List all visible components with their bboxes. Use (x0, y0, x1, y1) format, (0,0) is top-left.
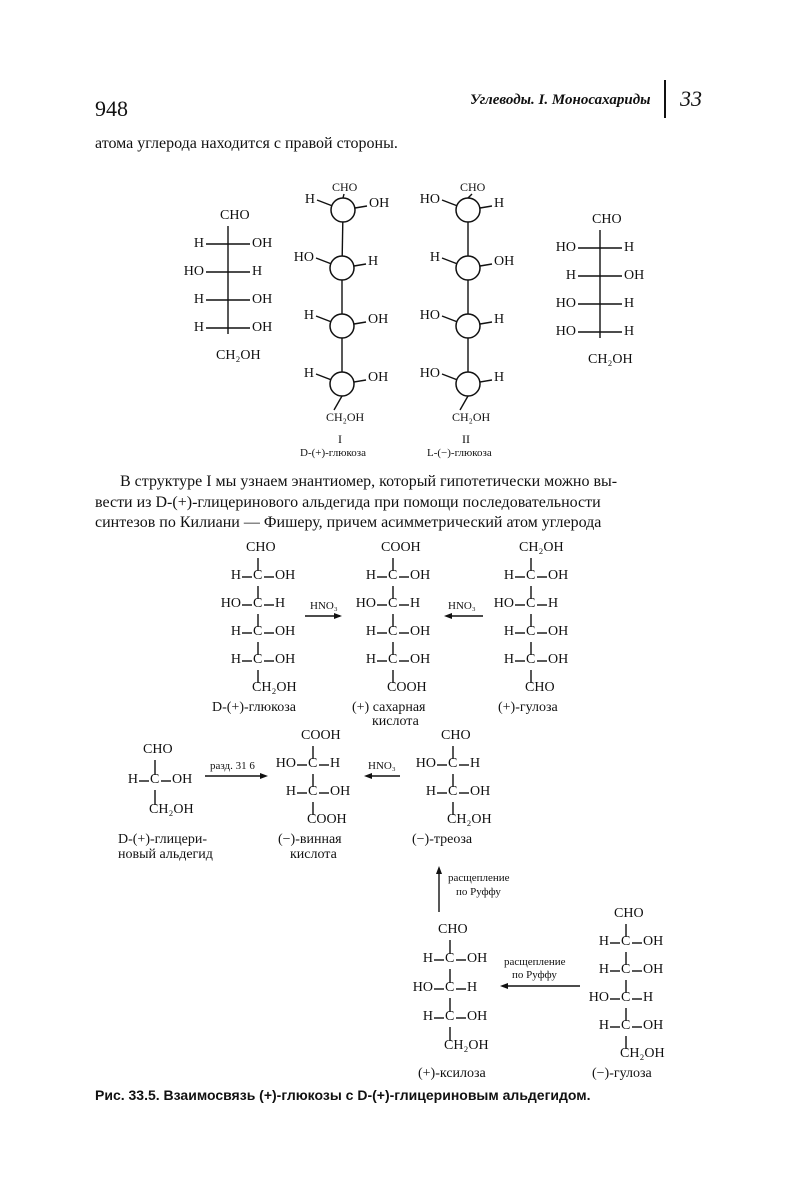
fischer-right-right-group: OH (624, 268, 645, 283)
xylose-right-group: H (467, 980, 478, 995)
gulose-plus-carbon: C (526, 596, 536, 611)
saccharic-carbon: C (388, 624, 398, 639)
fischer-left-right-group: OH (252, 320, 273, 335)
chain-II-left-group: HO (419, 192, 440, 207)
saccharic-right-group: H (410, 596, 421, 611)
threose-right-group: OH (470, 784, 491, 799)
gulose-minus-left-group: H (598, 934, 609, 949)
fischer-right-right-group: H (624, 324, 635, 339)
arrow-head (500, 983, 508, 989)
chain-II-top: CHO (460, 180, 486, 194)
running-head-number: 33 (680, 86, 702, 111)
saccharic-left-group: H (365, 652, 376, 667)
fischer-right-right-group: H (624, 296, 635, 311)
glucose-right-group: OH (275, 652, 296, 667)
glucose-left-group: HO (220, 596, 241, 611)
gulose-minus-right-group: H (643, 990, 654, 1005)
saccharic-name-1: (+) сахарная (352, 700, 426, 715)
fischer-left-right-group: H (252, 264, 263, 279)
fischer-right-left-group: H (565, 268, 576, 283)
gulose-plus-carbon: C (526, 568, 536, 583)
xylose-left-group: HO (412, 980, 433, 995)
glyceraldehyde-carbon: C (150, 772, 160, 787)
arrow-head (436, 866, 442, 874)
gulose-plus-right-group: H (548, 596, 559, 611)
xylose-left-group: H (422, 951, 433, 966)
threose-top: CHO (441, 728, 471, 743)
chain-I-left-group: H (303, 366, 314, 381)
threose-carbon: C (448, 756, 458, 771)
tartaric-name-1: (−)-винная (278, 832, 342, 847)
gulose-minus-carbon: C (621, 990, 631, 1005)
arrow-hno3-label: HNO₃ (368, 760, 396, 772)
gulose-plus-name: (+)-гулоза (498, 700, 558, 715)
running-head: Углеводы. I. Моносахариды (470, 92, 651, 108)
chain-II-carbon (456, 314, 480, 338)
saccharic-left-group: HO (355, 596, 376, 611)
gulose-plus-left-group: HO (493, 596, 514, 611)
chain-I-left-group: H (304, 192, 315, 207)
ruff-up-label-2: по Руффу (456, 886, 501, 898)
glucose-left-group: H (230, 652, 241, 667)
arrow-head (444, 613, 452, 619)
gulose-minus-left-group: H (598, 1018, 609, 1033)
chain-I-bottom: CH₂OH (326, 410, 365, 424)
glucose-name: D-(+)-глюкоза (212, 700, 296, 715)
chain-II-right-group: H (494, 196, 505, 211)
fischer-left-left-group: H (193, 236, 204, 251)
saccharic-left-group: H (365, 568, 376, 583)
paragraph-line-1: В структуре I мы узнаем энантиомер, который гипотетически можно вы- (120, 473, 618, 490)
chain-I-left-group: HO (293, 250, 314, 265)
glyceraldehyde-left-group: H (127, 772, 138, 787)
gulose-minus-left-group: H (598, 962, 609, 977)
tartaric-right-group: H (330, 756, 341, 771)
tartaric-left-group: H (285, 784, 296, 799)
chain-II-right-group: H (494, 312, 505, 327)
fischer-right-left-group: HO (555, 296, 576, 311)
saccharic-right-group: OH (410, 568, 431, 583)
arrow-hno3-label: HNO₃ (310, 600, 338, 612)
tartaric-name-2: кислота (290, 847, 337, 862)
ruff-up-label-1: расщепление (448, 872, 510, 884)
glucose-carbon: C (253, 624, 263, 639)
saccharic-carbon: C (388, 652, 398, 667)
tartaric-bottom: COOH (307, 812, 347, 827)
threose-right-group: H (470, 756, 481, 771)
glyceraldehyde-bottom: CH₂OH (149, 802, 194, 817)
gulose-plus-top: CH₂OH (519, 540, 564, 555)
chain-II-bottom: CH₂OH (452, 410, 491, 424)
fischer-right-bottom: CH₂OH (588, 352, 633, 367)
saccharic-right-group: OH (410, 652, 431, 667)
gulose-plus-right-group: OH (548, 624, 569, 639)
chain-I-carbon (330, 256, 354, 280)
top-text-line: атома углерода находится с правой стороны. (95, 135, 398, 152)
gulose-minus-right-group: OH (643, 1018, 664, 1033)
xylose-left-group: H (422, 1009, 433, 1024)
glucose-top: CHO (246, 540, 276, 555)
chain-I-name: D-(+)-глюкоза (300, 447, 366, 459)
arrow-head (260, 773, 268, 779)
saccharic-carbon: C (388, 596, 398, 611)
chain-I-right-group: OH (368, 312, 389, 327)
fischer-right-left-group: HO (555, 324, 576, 339)
chain-II-bond (460, 396, 468, 410)
xylose-top: CHO (438, 922, 468, 937)
gulose-plus-bottom: CHO (525, 680, 555, 695)
tartaric-left-group: HO (275, 756, 296, 771)
gulose-minus-bottom: CH₂OH (620, 1046, 665, 1061)
gulose-minus-carbon: C (621, 1018, 631, 1033)
chain-I-right-group: H (368, 254, 379, 269)
xylose-name: (+)-ксилоза (418, 1066, 486, 1081)
chain-I-carbon (330, 314, 354, 338)
arrow-head (364, 773, 372, 779)
chain-II-left-group: HO (419, 366, 440, 381)
ruff-left-label-1: расщепление (504, 956, 566, 968)
chain-II-right-group: OH (494, 254, 515, 269)
xylose-right-group: OH (467, 951, 488, 966)
chain-II-carbon (456, 372, 480, 396)
chain-I-right-group: OH (368, 370, 389, 385)
tartaric-carbon: C (308, 784, 318, 799)
xylose-carbon: C (445, 951, 455, 966)
glucose-right-group: H (275, 596, 286, 611)
threose-carbon: C (448, 784, 458, 799)
fischer-right-right-group: H (624, 240, 635, 255)
gulose-plus-right-group: OH (548, 652, 569, 667)
saccharic-top: COOH (381, 540, 421, 555)
page-number: 948 (95, 96, 128, 121)
glyceraldehyde-right-group: OH (172, 772, 193, 787)
fischer-left-left-group: HO (183, 264, 204, 279)
gulose-plus-left-group: H (503, 624, 514, 639)
saccharic-left-group: H (365, 624, 376, 639)
glucose-carbon: C (253, 652, 263, 667)
chain-II-numeral: II (462, 432, 470, 446)
chain-II-left-group: HO (419, 308, 440, 323)
fischer-left-right-group: OH (252, 236, 273, 251)
gulose-minus-name: (−)-гулоза (592, 1066, 652, 1081)
glyceraldehyde-name-1: D-(+)-глицери- (118, 832, 208, 847)
threose-left-group: H (425, 784, 436, 799)
glucose-right-group: OH (275, 624, 296, 639)
glyceraldehyde-top: CHO (143, 742, 173, 757)
ruff-left-label-2: по Руффу (512, 969, 557, 981)
gulose-minus-left-group: HO (588, 990, 609, 1005)
xylose-carbon: C (445, 1009, 455, 1024)
xylose-right-group: OH (467, 1009, 488, 1024)
fischer-right-top: CHO (592, 212, 622, 227)
threose-name: (−)-треоза (412, 832, 473, 847)
chain-II-carbon (456, 198, 480, 222)
glucose-left-group: H (230, 568, 241, 583)
gulose-minus-right-group: OH (643, 934, 664, 949)
glyceraldehyde-name-2: новый альдегид (118, 847, 213, 862)
fischer-left-bottom: CH₂OH (216, 348, 261, 363)
chain-I-numeral: I (338, 432, 342, 446)
threose-left-group: HO (415, 756, 436, 771)
chain-I-carbon (330, 372, 354, 396)
glucose-carbon: C (253, 596, 263, 611)
chain-I-top: CHO (332, 180, 358, 194)
tartaric-carbon: C (308, 756, 318, 771)
gulose-minus-right-group: OH (643, 962, 664, 977)
gulose-plus-right-group: OH (548, 568, 569, 583)
arrow-ref-label: разд. 31 6 (210, 760, 255, 772)
gulose-plus-carbon: C (526, 624, 536, 639)
arrow-head (334, 613, 342, 619)
tartaric-top: COOH (301, 728, 341, 743)
tartaric-right-group: OH (330, 784, 351, 799)
threose-bottom: CH₂OH (447, 812, 492, 827)
arrow-hno3-label: HNO₃ (448, 600, 476, 612)
fischer-left-top: CHO (220, 208, 250, 223)
gulose-plus-left-group: H (503, 652, 514, 667)
saccharic-carbon: C (388, 568, 398, 583)
glucose-bottom: CH₂OH (252, 680, 297, 695)
saccharic-name-2: кислота (372, 714, 419, 729)
chain-I-right-group: OH (369, 196, 390, 211)
gulose-minus-carbon: C (621, 962, 631, 977)
saccharic-bottom: COOH (387, 680, 427, 695)
gulose-minus-carbon: C (621, 934, 631, 949)
figure-caption: Рис. 33.5. Взаимосвязь (+)-глюкозы с D-(+)-глицериновым альдегидом. (95, 1087, 591, 1103)
fischer-left-left-group: H (193, 292, 204, 307)
fischer-right-left-group: HO (555, 240, 576, 255)
glucose-left-group: H (230, 624, 241, 639)
paragraph-line-2: вести из D-(+)-глицеринового альдегида при помощи последовательности (95, 494, 601, 511)
chain-II-right-group: H (494, 370, 505, 385)
chain-II-carbon (456, 256, 480, 280)
glucose-right-group: OH (275, 568, 296, 583)
paragraph-line-3: синтезов по Килиани — Фишеру, причем асимметрический атом углерода (95, 514, 602, 531)
chain-I-bond (334, 396, 342, 410)
glucose-carbon: C (253, 568, 263, 583)
chain-I-carbon (331, 198, 355, 222)
xylose-carbon: C (445, 980, 455, 995)
chain-II-left-group: H (429, 250, 440, 265)
gulose-plus-carbon: C (526, 652, 536, 667)
saccharic-right-group: OH (410, 624, 431, 639)
gulose-minus-top: CHO (614, 906, 644, 921)
fischer-left-left-group: H (193, 320, 204, 335)
fischer-left-right-group: OH (252, 292, 273, 307)
chain-I-left-group: H (303, 308, 314, 323)
gulose-plus-left-group: H (503, 568, 514, 583)
chain-II-name: L-(−)-глюкоза (427, 447, 492, 459)
xylose-bottom: CH₂OH (444, 1038, 489, 1053)
